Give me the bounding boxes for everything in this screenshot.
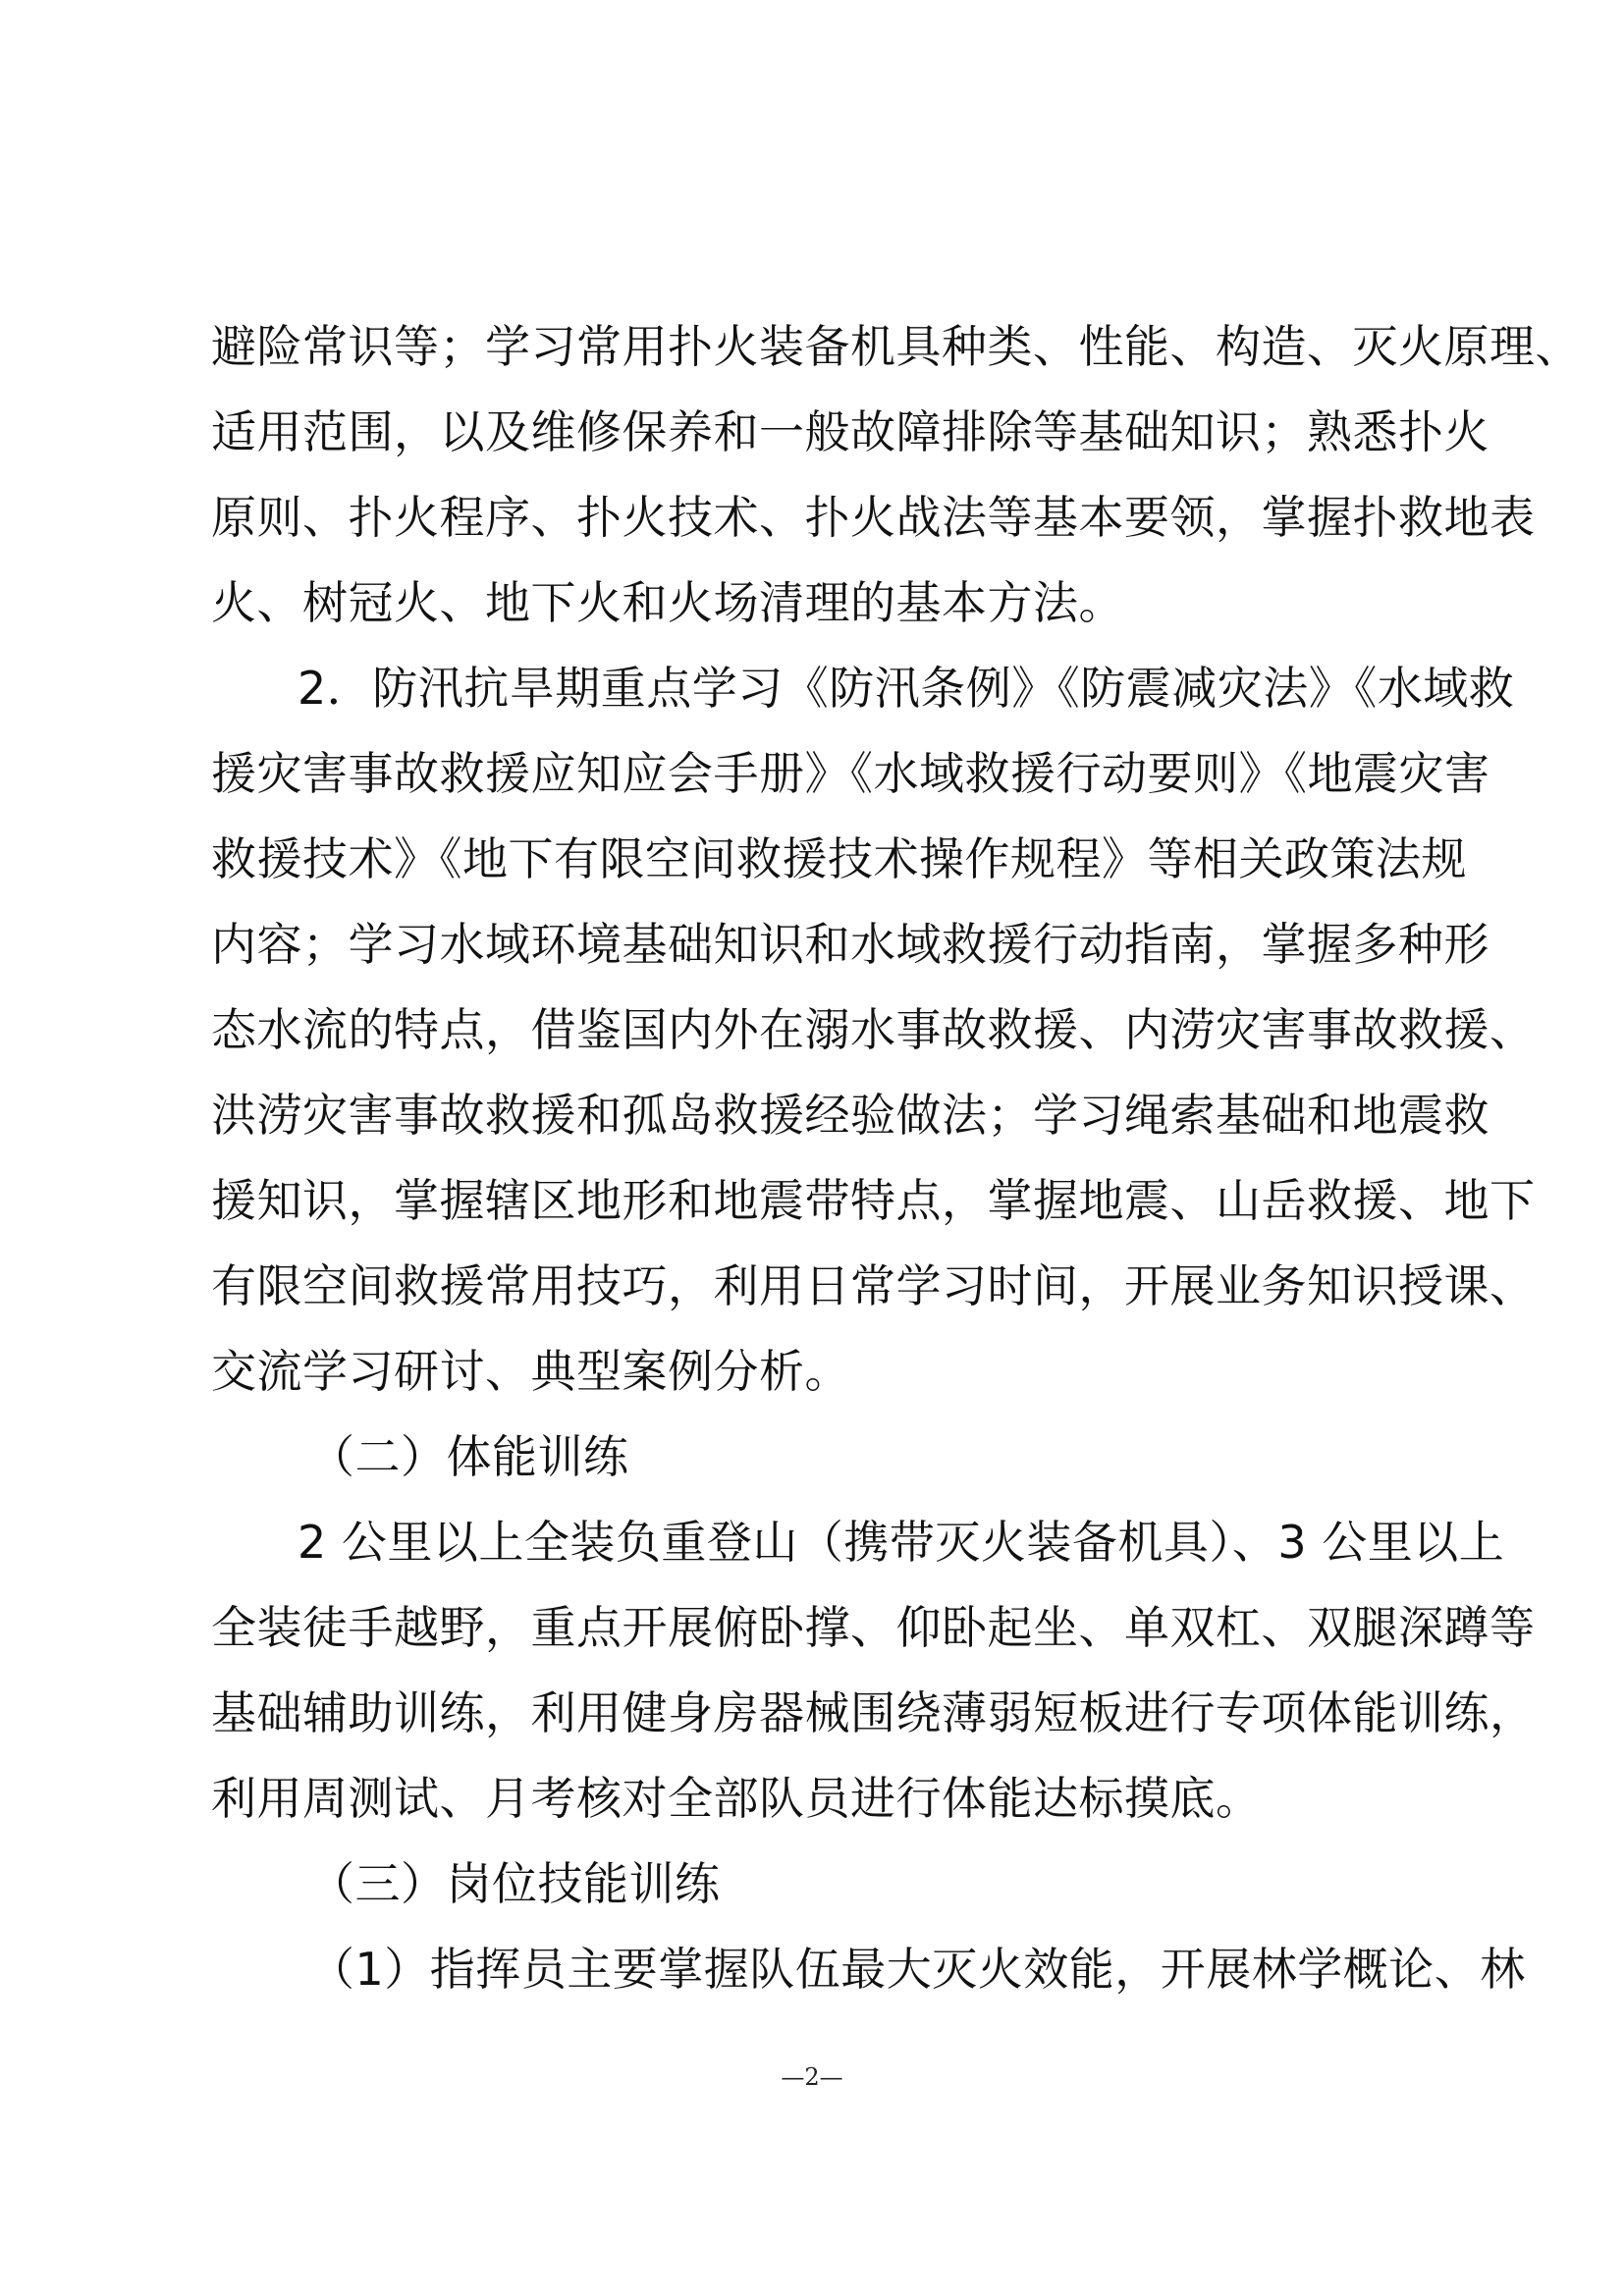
body-line: 洪涝灾害事故救援和孤岛救援经验做法；学习绳索基础和地震救 [211, 1089, 1489, 1142]
body-line: 态水流的特点，借鉴国内外在溺水事故救援、内涝灾害事故救援、 [211, 1003, 1536, 1056]
body-line: 基础辅助训练，利用健身房器械围绕薄弱短板进行专项体能训练， [211, 1686, 1536, 1739]
paragraph-start-line: 2 公里以上全装负重登山（携带灭火装备机具）、3 公里以上 [298, 1516, 1505, 1569]
body-line: 火、树冠火、地下火和火场清理的基本方法。 [211, 576, 1124, 629]
body-line: 内容；学习水域环境基础知识和水域救援行动指南，掌握多种形 [211, 918, 1489, 971]
body-line: 交流学习研讨、典型案例分析。 [211, 1345, 850, 1398]
section-heading-physical-training: （二）体能训练 [309, 1430, 629, 1483]
section-heading-post-skills-training: （三）岗位技能训练 [309, 1857, 721, 1910]
body-line: 利用周测试、月考核对全部队员进行体能达标摸底。 [211, 1772, 1262, 1825]
body-line: 有限空间救援常用技巧，利用日常学习时间，开展业务知识授课、 [211, 1259, 1536, 1312]
body-line: 原则、扑火程序、扑火技术、扑火战法等基本要领，掌握扑救地表 [211, 491, 1536, 544]
document-body [211, 304, 1581, 2012]
body-line: 全装徒手越野，重点开展俯卧撑、仰卧起坐、单双杠、双腿深蹲等 [211, 1601, 1536, 1654]
body-line: 救援技术》《地下有限空间救援技术操作规程》等相关政策法规 [211, 832, 1467, 885]
page-number: —2— [781, 2063, 843, 2091]
body-line: 避险常识等；学习常用扑火装备机具种类、性能、构造、灭火原理、 [211, 320, 1581, 373]
body-line: 援灾害事故救援应知应会手册》《水域救援行动要则》《地震灾害 [211, 747, 1490, 800]
body-line: 援知识，掌握辖区地形和地震带特点，掌握地震、山岳救援、地下 [211, 1174, 1536, 1227]
list-item-line: （1）指挥员主要掌握队伍最大灭火效能，开展林学概论、林 [309, 1943, 1526, 1996]
paragraph-start-line: 2．防汛抗旱期重点学习《防汛条例》《防震减灾法》《水域救 [298, 662, 1515, 715]
body-line: 适用范围，以及维修保养和一般故障排除等基础知识；熟悉扑火 [211, 405, 1489, 458]
